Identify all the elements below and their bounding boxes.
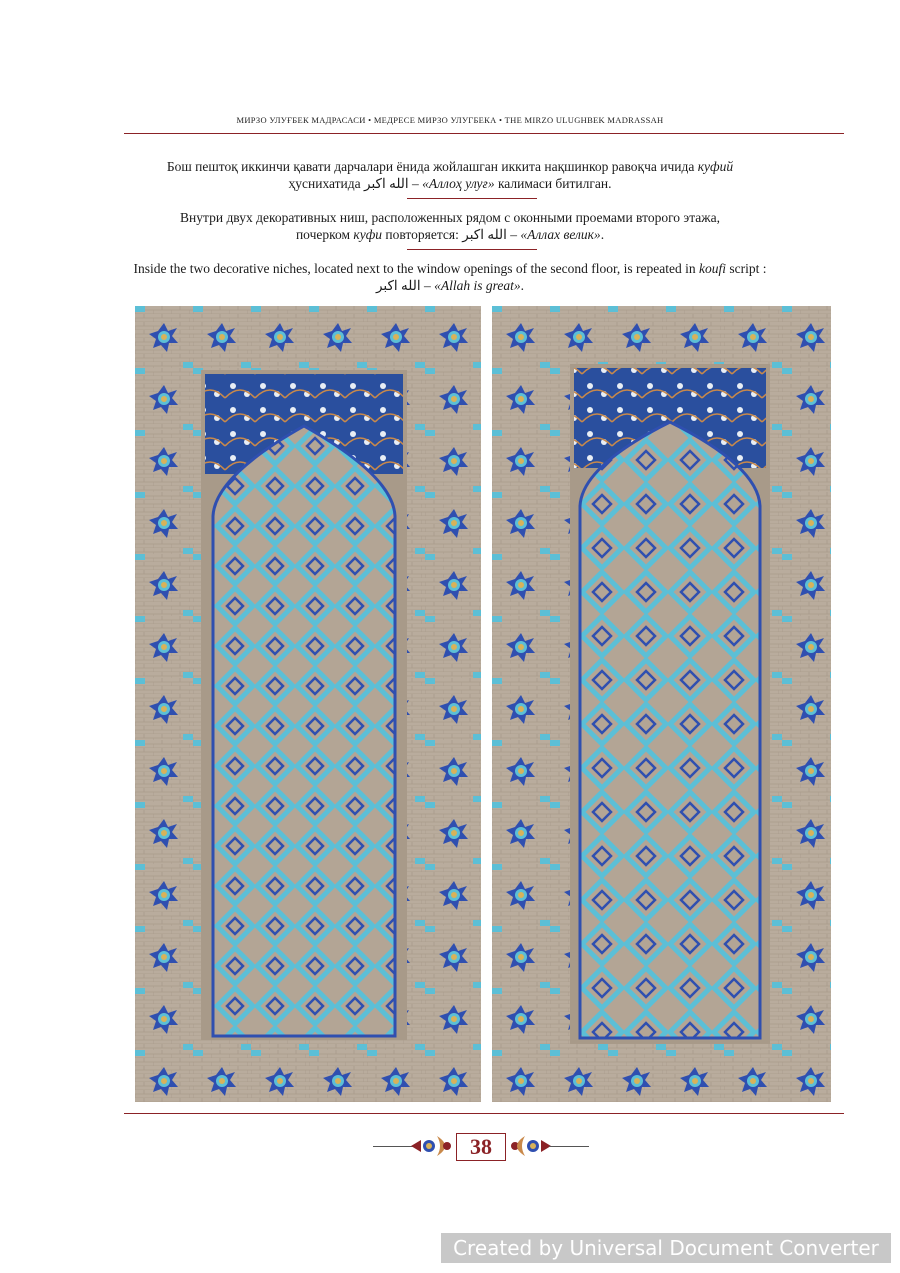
russian-caption-line1: Внутри двух декоративных ниш, расположенных рядом с оконными проемами второго этажа,: [180, 210, 720, 225]
page-number: 38: [456, 1133, 506, 1161]
english-caption: [100, 260, 800, 294]
footer-rule: [124, 1113, 844, 1114]
caption-divider: [407, 249, 537, 250]
header-rule: [124, 133, 844, 134]
uzbek-caption-line2: ҳуснихатида الله اكبر – «Аллоҳ улуғ» калимаси битилган.: [288, 176, 612, 191]
ornament-line-right: [549, 1146, 589, 1147]
ornament-line-left: [373, 1146, 413, 1147]
caption-divider: [407, 198, 537, 199]
english-caption-line1: Inside the two decorative niches, located next to the window openings of the second floor, is repeated in koufi script :: [133, 261, 767, 276]
floral-ornament-icon: [507, 1132, 553, 1160]
tiled-niche-left-photo: [135, 306, 481, 1102]
tiled-niche-right-photo: [492, 306, 831, 1102]
russian-caption-line2: почерком куфи повторяется: الله اكبر – «Аллах велик».: [295, 227, 605, 242]
page-folio: [373, 1130, 589, 1162]
running-header: МИРЗО УЛУҒБЕК МАДРАСАСИ • МЕДРЕСЕ МИРЗО УЛУГБЕКА • THE MIRZO ULUGHBEK MADRASSAH: [236, 115, 664, 125]
russian-caption: [100, 209, 800, 243]
uzbek-caption: [100, 158, 800, 192]
uzbek-caption-line1: Бош пештоқ иккинчи қавати дарчалари ёнида жойлашган иккита нақшинкор равоқча ичида куфий: [166, 159, 734, 174]
converter-watermark: Created by Universal Document Converter: [441, 1233, 891, 1263]
floral-ornament-icon: [409, 1132, 455, 1160]
english-caption-line2: الله اكبر – «Allah is great».: [375, 278, 525, 293]
